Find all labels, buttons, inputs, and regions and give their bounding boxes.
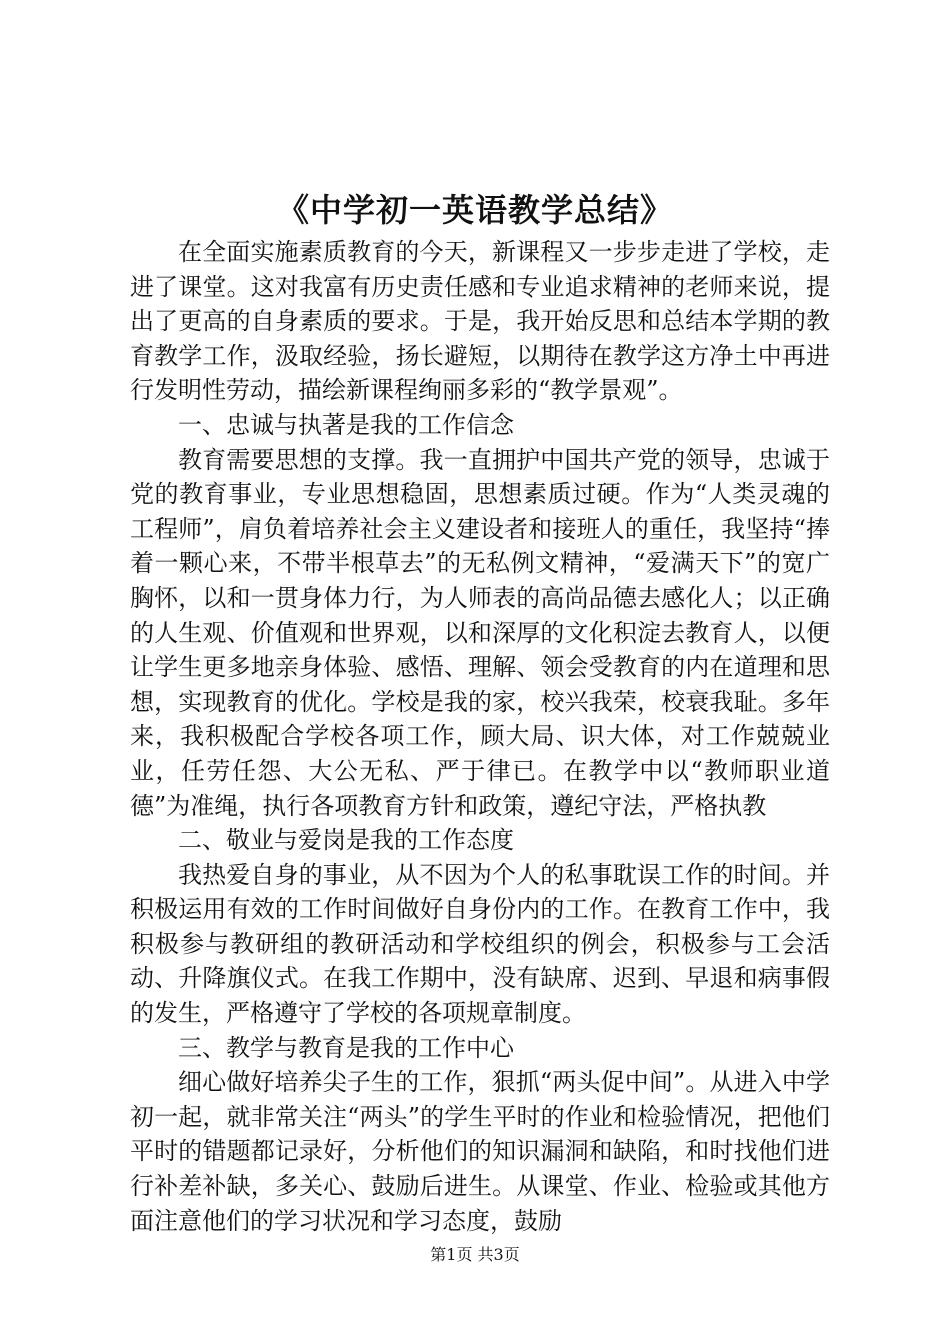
page-number-footer: 第1页 共3页 (430, 1245, 520, 1264)
section-heading-2: 二、敬业与爱岗是我的工作态度 (178, 826, 514, 855)
paragraph-section-3: 细心做好培养尖子生的工作，狠抓“两头促中间”。从进入中学初一起，就非常关注“两头”的学生平时的作业和检验情况，把他们平时的错题都记录好，分析他们的知识漏洞和缺陷，和时找他们进行补差补缺，多关心、鼓励后进生。从课堂、作业、检验或其他方面注意他们的学习状况和学习态度，鼓励 (130, 1068, 830, 1235)
section-heading-3: 三、教学与教育是我的工作中心 (178, 1033, 514, 1062)
document-body (130, 235, 830, 1238)
section-heading-1: 一、忠诚与执著是我的工作信念 (178, 410, 514, 439)
paragraph-section-2: 我热爱自身的事业，从不因为个人的私事耽误工作的时间。并积极运用有效的工作时间做好自身份内的工作。在教育工作中，我积极参与教研组的教研活动和学校组织的例会，积极参与工会活动、升降旗仪式。在我工作期中，没有缺席、迟到、早退和病事假的发生，严格遵守了学校的各项规章制度。 (130, 860, 830, 1028)
document-title: 《中学初一英语教学总结》 (276, 191, 673, 229)
paragraph-section-1: 教育需要思想的支撑。我一直拥护中国共产党的领导，忠诚于党的教育事业，专业思想稳固，思想素质过硬。作为“人类灵魂的工程师”，肩负着培养社会主义建设者和接班人的重任，我坚持“捧着一颗心来，不带半根草去”的无私例文精神，“爱满天下”的宽广胸怀，以和一贯身体力行，为人师表的高尚品德去感化人；以正确的人生观、价值观和世界观，以和深厚的文化积淀去教育人，以便让学生更多地亲身体验、感悟、理解、领会受教育的内在道理和思想，实现教育的优化。学校是我的家，校兴我荣，校衰我耻。多年来，我积极配合学校各项工作，顾大局、识大体，对工作兢兢业业，任劳任怨、大公无私、严于律已。在教学中以“教师职业道德”为准绳，执行各项教育方针和政策，遵纪守法，严格执教 (130, 445, 830, 820)
paragraph-intro: 在全面实施素质教育的今天，新课程又一步步走进了学校，走进了课堂。这对我富有历史责任感和专业追求精神的老师来说，提出了更高的自身素质的要求。于是，我开始反思和总结本学期的教育教学工作，汲取经验，扬长避短，以期待在教学这方净土中再进行发明性劳动，描绘新课程绚丽多彩的“教学景观”。 (130, 238, 830, 405)
